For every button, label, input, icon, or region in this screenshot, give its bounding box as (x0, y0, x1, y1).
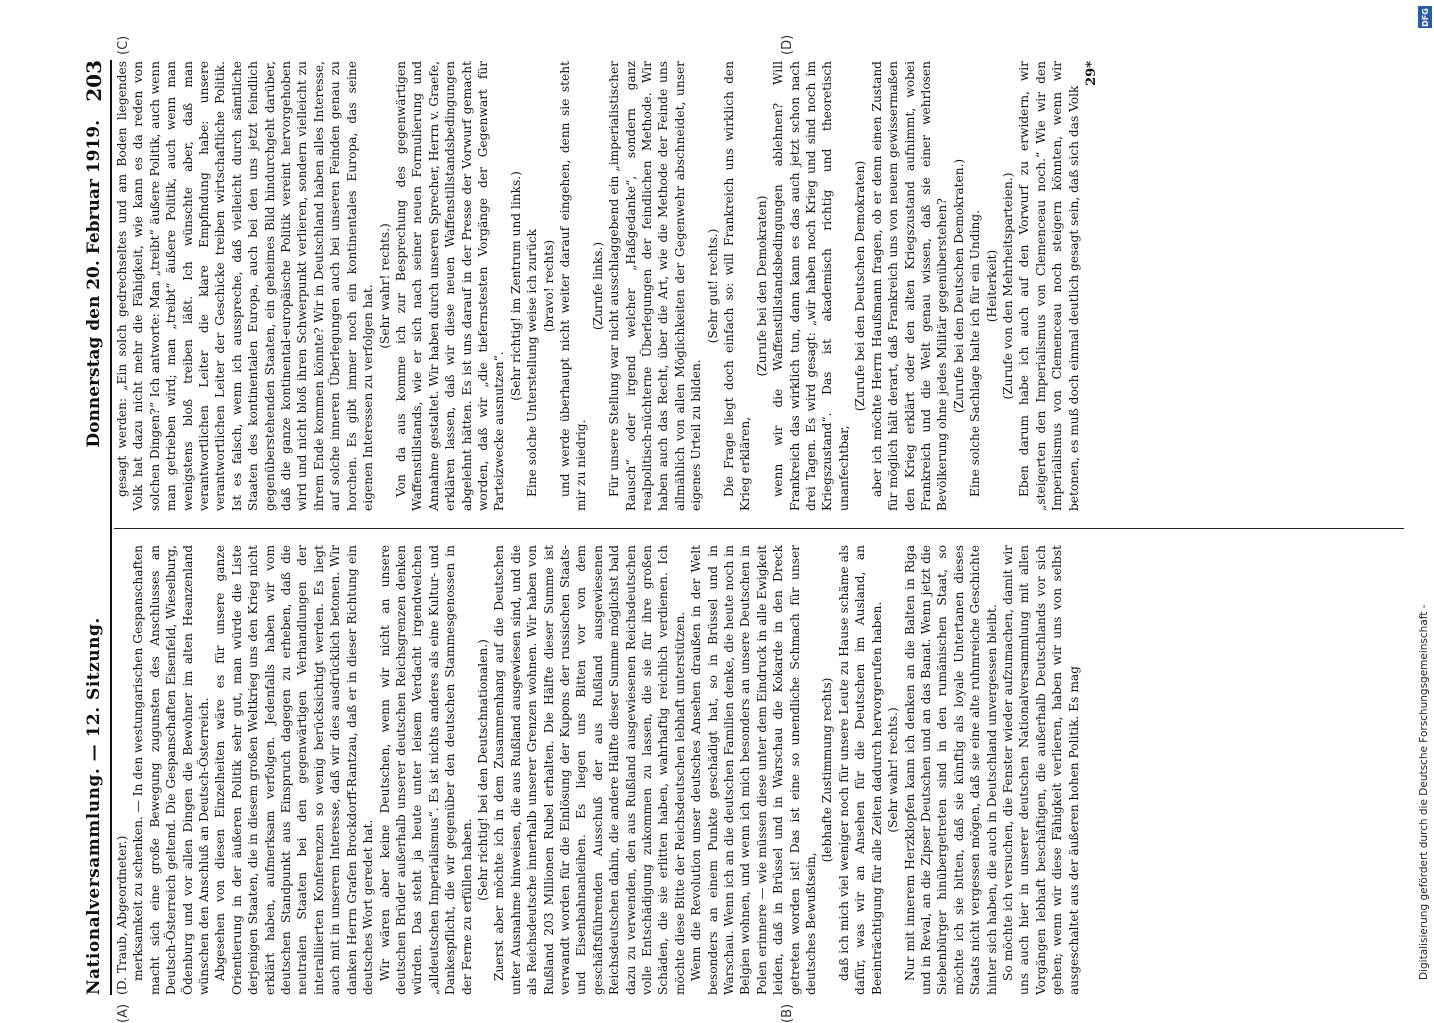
paragraph: Zuerst aber möchte ich in dem Zusammenhang auf die Deutschen unter Ausnahme hinweisen, die aus Rußland ausgewiesen sind, und die als Reichsdeutsche innerhalb unserer Grenzen wohnen. Wir haben von Rußland 203 Millionen Rubel erhalten. Die Hälfte dieser Summe ist verwandt worden für die Einlösung der Kupons der russischen Staats- und Eisenbahnanleihen. Es liegen uns Bitten vor von dem geschäftsführenden Ausschuß der aus Rußland ausgewiesenen Reichsdeutschen dahin, die andere Hälfte dieser Summe möglichst bald dazu zu verwenden, den aus Rußland ausgewiesenen Reichsdeutschen volle Entschädigung zukommen zu lassen, die sie für ihre großen Schäden, die sie erlitten haben, wahrhaftig reichlich verdienen. Ich möchte diese Bitte der Reichsdeutschen lebhaft unterstützen. (492, 545, 687, 995)
paragraph: Eine solche Unterstellung weise ich zurück (525, 228, 540, 497)
paragraph: wenn wir die Waffenstillstandsbedingungen ablehnen? Will Frankreich das wirklich tun, dann kann es das auch jetzt schon nach drei Tagen. Es wird gesagt: „wir haben noch Krieg und sind noch im Kriegszustand“. Das ist akademisch richtig und theoretisch unanfechtbar, (771, 61, 851, 511)
paragraph: Nur mit innerem Herzklopfen kann ich denken an die Balten in Riga und in Reval, an die Zipser Deutschen und an das Banat. Wenn jetzt die Siebenbürger hinübergetreten sind in den rumänischen Staat, so möchte ich sie bitten, daß sie künftig als loyale Untertanen dieses Staats nicht vergessen mögen, daß sie eine alte ruhmreiche Geschichte hinter sich haben, die auch in Deutschland unvergessen bleibt. (902, 545, 999, 995)
interjection: (Zurufe links.) (590, 241, 605, 331)
interjection: (Heiterkeit) (984, 249, 999, 323)
interjection: (Zurufe bei den Deutschen Demokraten.) (951, 158, 966, 414)
rotated-newspaper-page (80, 34, 1410, 1023)
paragraph: daß ich mich viel weniger noch für unsere Leute zu Hause schäme als dafür, was wir an Ansehen für die Deutschen im Ausland, an Beeinträchtigung für alle Zeiten dadurch hervorgerufen haben. (836, 545, 884, 995)
column-divider (114, 528, 1404, 529)
interjection: (Sehr richtig! bei den Deutschnationalen.) (475, 639, 490, 901)
interjection: (Sehr gut! rechts.) (705, 228, 720, 344)
column-right (114, 61, 1100, 511)
interjection: (Sehr wahr! rechts.) (377, 223, 392, 349)
margin-marker-b: (B) (780, 1003, 795, 1023)
margin-marker-a: (A) (116, 1003, 131, 1023)
margin-marker-c: (C) (116, 35, 131, 55)
interjection: (bravo! rechts) (541, 239, 556, 333)
dfg-logo: DFG (1418, 6, 1432, 28)
paragraph: aber ich möchte Herrn Haußmann fragen, ob er denn einen Zustand für möglich hält derart, daß Frankreich uns von neuem gewissermaßen den Krieg erklärt oder den alten Kriegszustand aufnimmt, wobei Frankreich und die Welt genau wissen, daß sie einer wehrlosen Bevölkerung ohne jedes Militär gegenüberstehen? (869, 61, 950, 511)
interjection: (lebhafte Zustimmung rechts) (820, 677, 835, 863)
interjection: (Sehr richtig! im Zentrum und links.) (508, 171, 523, 401)
header-left: Nationalversammlung. — 12. Sitzung. (84, 617, 104, 995)
interjection: (Zurufe bei den Demokraten) (754, 195, 769, 377)
paragraph: Für unsere Stellung war nicht ausschlaggebend ein „imperialistischer Rausch“ oder irgend welcher „Haßgedanke“, sondern ganz realpolitisch-nüchterne Überlegungen der feindlichen Methode. Wir haben auch das Recht, über die Art, wie die Methode der Feinde uns allmählich von allen Möglichkeiten der Gegenwehr abschneidet, unser eigenes Urteil zu bilden. (607, 61, 704, 511)
header-date: Donnerstag den 20. Februar 1919. (84, 120, 104, 448)
paragraph: Eine solche Sachlage halte ich für ein Unding. (968, 209, 983, 497)
paragraph: Eben darum habe ich auch auf den Vorwurf zu erwidern, wir „steigerten den Imperialismus von Clemenceau noch.“ Wie wir den Imperialismus von Clemenceau noch steigern könnten, wenn wir betonen, es muß doch einmal deutlich gesagt sein, daß sich das Volk (1017, 61, 1081, 511)
page-number: 203 (82, 60, 106, 102)
margin-marker-d: (D) (780, 34, 795, 55)
paragraph: Von da aus komme ich zur Besprechung des gegenwärtigen Waffenstillstands, wie er sich nach seiner neuen Formulierung und Annahme gestaltet. Wir haben durch unseren Sprecher, Herrn v. Graefe, erklären lassen, daß wir diese neuen Waffenstillstandsbedingungen abgelehnt hätten. Es ist uns darauf in der Presse der Vorwurf gemacht worden, daß wir „die tiefernstesten Vorgänge der Gegenwart für Parteizwecke ausnutzen“. (393, 61, 507, 511)
paragraph: gesagt werden: „Ein solch gedrechseltes und am Boden liegendes Volk hat dazu nicht mehr die Fähigkeit, wie kann es da reden von solchen Dingen?“ Ich antworte: Man „treibt“ äußere Politik, auch wenn man getrieben wird; man „treibt“ äußere Politik, auch wenn man wenigstens bloß treiben läßt. Ich wünschte aber, daß man verantwortlichen Leiter die klare Empfindung habe: unsere verantwortlichen Leiter der Geschicke treiben wirtschaftliche Politik. Ist es falsch, wenn ich ausspreche, daß vielleicht durch sämtliche Staaten des kontinentalen Europa, auch bei den uns jetzt feindlich gegenüberstehenden Staaten, ein geheimes Bild hindurchgeht darüber, daß die ganze kontinental-europäische Politik vereint hervorgehoben wird und nicht bloß ihren Schwerpunkt verlieren, sondern vielleicht zu ihrem Ende kommen könnte? Wir in Deutschland haben alles Interesse, auf solche inneren Überlegungen auch bei unseren Feinden genau zu horchen. Es gibt immer noch ein kontinentales Europa, das seine eigenen Interessen zu verfolgen hat. (115, 61, 376, 511)
paragraph: Abgesehen von diesen Einzelheiten wäre es für unsere ganze Orientierung in der äußeren Politik sehr gut, man würde die Liste derjenigen Staaten, die in diesem großen Weltkrieg uns den Krieg nicht erklärt haben, aufmerksam verfolgen. Jedenfalls haben wir vom deutschen Standpunkt aus Einspruch dagegen zu erheben, daß die neutralen Staaten bei den gegenwärtigen Verhandlungen der interalliierten Konferenzen so wenig berücksichtigt werden. Es liegt auch mit in unserem Interesse, daß wir dies ausdrücklich betonen. Wir danken Herrn Grafen Brockdorff-Rantzau, daß er in dieser Richtung ein deutsches Wort geredet hat. (213, 545, 376, 995)
interjection: (Zurufe bei den Deutschen Demokraten) (853, 160, 868, 412)
digitization-note: Digitalisierung gefördert durch die Deutsche Forschungsgemeinschaft - (1418, 604, 1430, 980)
interjection: (Zurufe von den Mehrheitsparteien.) (1000, 172, 1015, 400)
speaker-line: (D. Traub, Abgeordneter.) (115, 835, 129, 995)
column-left (114, 545, 1082, 995)
footer-mark: 29* (1083, 61, 1099, 86)
paragraph: Wenn die Revolution unser deutsches Ansehen draußen in der Welt besonders an einem Punkte geschädigt hat, so in Brüssel und in Warschau. Wenn ich an die deutschen Familien denke, die heute noch in Belgien wohnen, und wenn ich mich besonders an unsere Deutschen in Polen erinnere — wie müssen diese unter dem Eindruck in alle Ewigkeit leiden, daß in Brüssel und in Warschau die Kokarde in den Dreck getreten worden ist! Das ist eine so unendliche Schmach für unser deutsches Bewußtsein, (689, 545, 819, 995)
paragraph: Wir wären aber keine Deutschen, wenn wir nicht an unsere deutschen Brüder außerhalb unserer deutschen Reichsgrenzen denken würden. Das steht ja heute unter leisem Verdacht irgendwelchen „alldeutschen Imperialismus“. Es ist nichts anderes als eine Kultur- und Dankespflicht, die wir gegenüber den deutschen Stammesgenossen in der Ferne zu erfüllen haben. (377, 545, 474, 995)
paragraph: Die Frage liegt doch einfach so: will Frankreich uns wirklich den Krieg erklären, (722, 61, 753, 511)
paragraph: So möchte ich versuchen, die Fenster wieder aufzumachen, damit wir uns auch hier in unserer deutschen Nationalversammlung mit allen Vorgängen lebhaft beschäftigen, die außerhalb Deutschlands vor sich gehen; wenn wir diese Fähigkeit verlieren, haben wir uns von selbst ausgeschaltet aus der äußeren hohen Politik. Es mag (1000, 545, 1081, 995)
paragraph: und werde überhaupt nicht weiter darauf eingehen, denn sie steht mir zu niedrig. (557, 61, 589, 511)
page-header (80, 60, 112, 995)
interjection: (Sehr wahr! rechts.) (886, 707, 901, 833)
paragraph: merksamkeit zu schenken. — In den westungarischen Gespanschaften macht sich eine große Bewegung zugunsten des Anschlusses an Deutsch-Österreich geltend. Die Gespanschaften Eisenfeld, Wieselburg, Ödenburg und vor allen Dingen die Bewohner im alten Heanzenland wünschen den Anschluß an Deutsch-Österreich. (131, 545, 212, 995)
